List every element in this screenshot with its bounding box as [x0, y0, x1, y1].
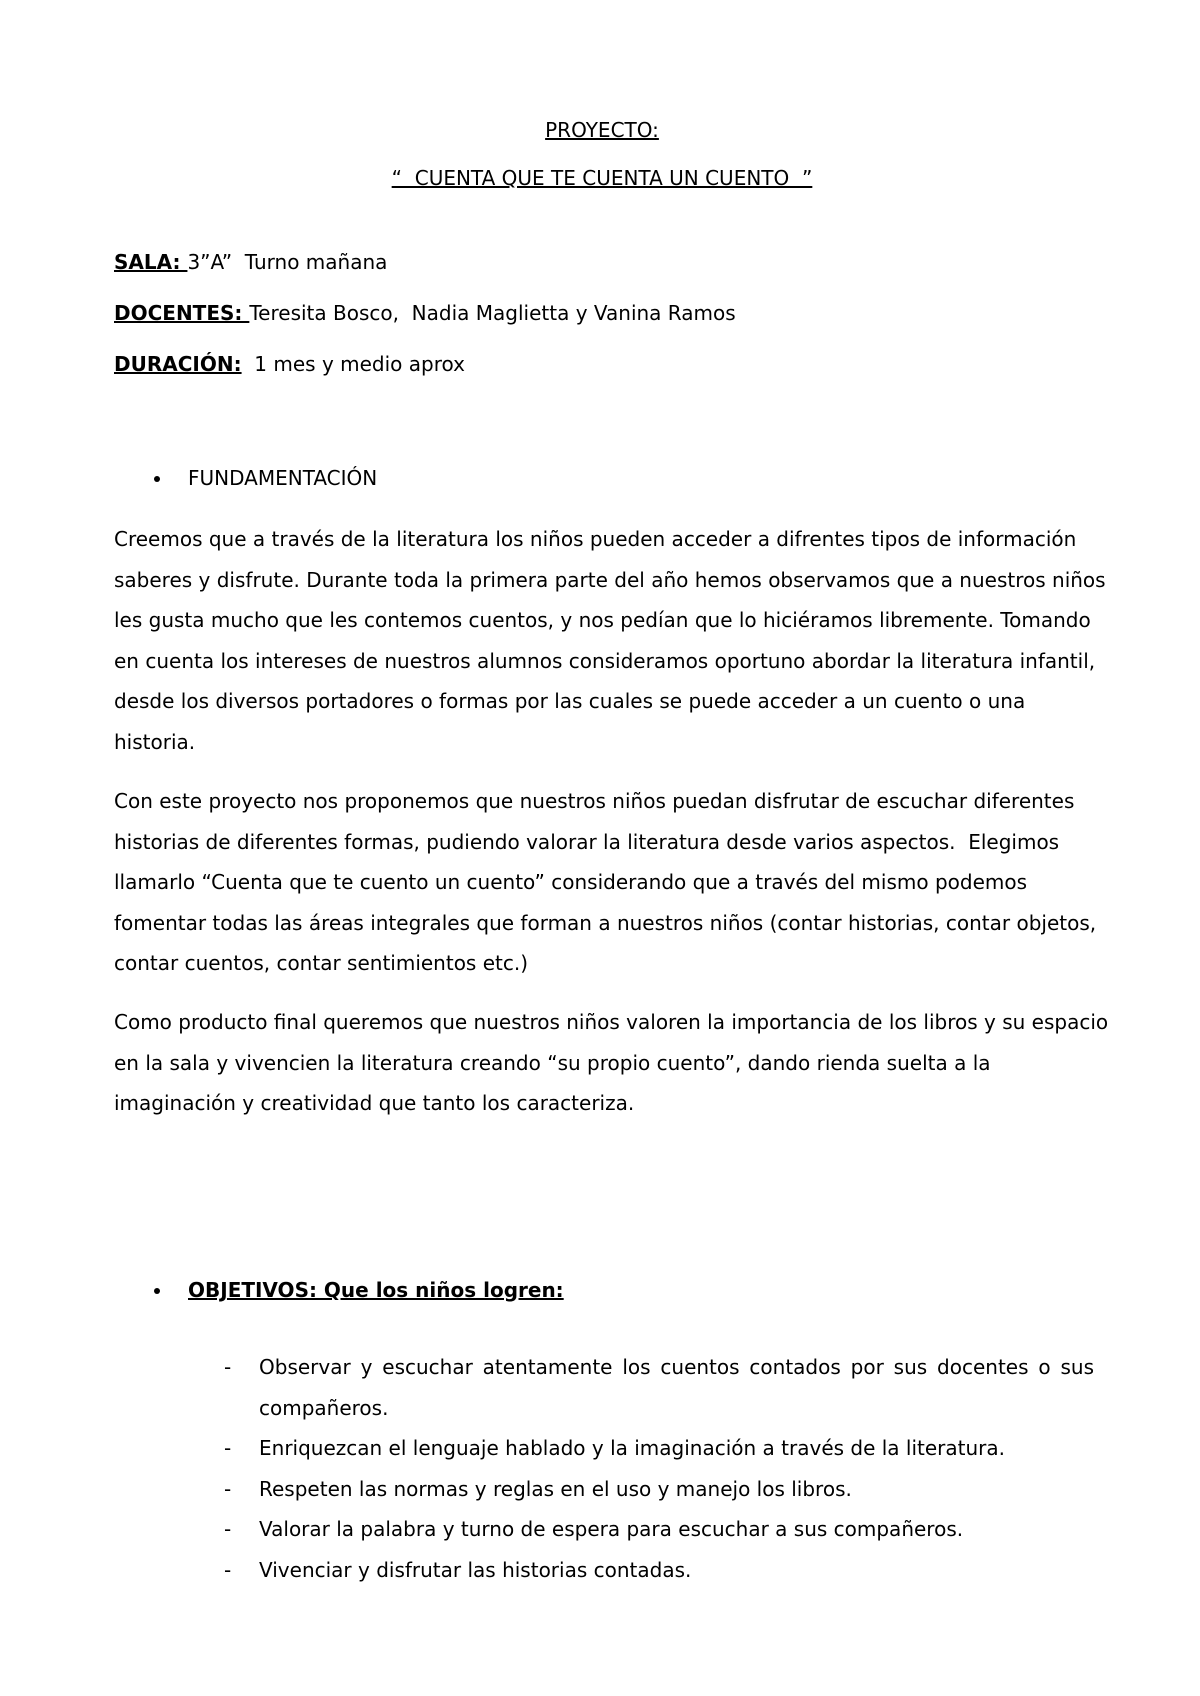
dash-marker: -	[224, 1355, 232, 1379]
paragraph-line: Con este proyecto nos proponemos que nuestros niños puedan disfrutar de escuchar diferentes	[114, 789, 1075, 813]
duracion-label: DURACIÓN:	[114, 352, 242, 376]
fundamentacion-paragraph-2	[114, 781, 1097, 984]
paragraph-line: imaginación y creatividad que tanto los caracteriza.	[114, 1091, 635, 1115]
dash-marker: -	[224, 1517, 232, 1541]
list-item	[224, 1428, 1094, 1469]
fundamentacion-paragraph-3	[114, 1002, 1109, 1124]
list-item-text: Valorar la palabra y turno de espera para escuchar a sus compañeros.	[259, 1517, 964, 1541]
paragraph-line: en cuenta los intereses de nuestros alumnos consideramos oportuno abordar la literatura infantil,	[114, 648, 1096, 673]
docentes-value: Teresita Bosco, Nadia Maglietta y Vanina Ramos	[249, 301, 736, 325]
sala-label: SALA:	[114, 250, 188, 274]
list-item	[224, 1509, 1094, 1550]
document-subtitle: “ CUENTA QUE TE CUENTA UN CUENTO ”	[391, 166, 813, 190]
paragraph-line: saberes y disfrute. Durante toda la primera parte del año hemos observamos que a nuestros niños	[114, 567, 1106, 592]
docentes-field	[114, 301, 736, 325]
duracion-field	[114, 352, 465, 376]
dash-marker: -	[224, 1436, 232, 1460]
paragraph-line: llamarlo “Cuenta que te cuento un cuento” considerando que a través del mismo podemos	[114, 870, 1028, 894]
list-item-text: Observar y escuchar atentamente los cuentos contados por sus docentes o sus compañeros.	[259, 1355, 1094, 1420]
list-item-text: Enriquezcan el lenguaje hablado y la imaginación a través de la literatura.	[259, 1436, 1006, 1460]
list-item-text: Vivenciar y disfrutar las historias contadas.	[259, 1557, 692, 1582]
duracion-value: 1 mes y medio aprox	[241, 352, 465, 376]
paragraph-line: les gusta mucho que les contemos cuentos, y nos pedían que lo hiciéramos libremente. Tomando	[114, 608, 1091, 632]
objetivos-list	[224, 1347, 1094, 1590]
document-title: PROYECTO:	[545, 118, 659, 142]
paragraph-line: contar cuentos, contar sentimientos etc.)	[114, 951, 529, 975]
objetivos-heading-text: OBJETIVOS: Que los niños logren:	[188, 1278, 564, 1302]
list-item	[224, 1550, 1094, 1591]
paragraph-line: en la sala y vivencien la literatura creando “su propio cuento”, dando rienda suelta a la	[114, 1050, 991, 1075]
list-item	[224, 1347, 1094, 1428]
list-item	[224, 1469, 1094, 1510]
sala-field	[114, 250, 387, 274]
paragraph-line: Creemos que a través de la literatura los niños pueden acceder a difrentes tipos de información	[114, 527, 1077, 551]
paragraph-line: desde los diversos portadores o formas por las cuales se puede acceder a un cuento o una	[114, 689, 1026, 713]
fundamentacion-paragraph-1	[114, 519, 1106, 762]
dash-marker: -	[224, 1557, 232, 1582]
paragraph-line: historia.	[114, 729, 196, 754]
sala-value: 3”A” Turno mañana	[187, 250, 388, 274]
fundamentacion-heading-text: FUNDAMENTACIÓN	[188, 466, 378, 490]
docentes-label: DOCENTES:	[114, 301, 250, 325]
paragraph-line: historias de diferentes formas, pudiendo valorar la literatura desde varios aspectos. Elegimos	[114, 829, 1060, 854]
list-item-text: Respeten las normas y reglas en el uso y manejo los libros.	[259, 1476, 852, 1501]
paragraph-line: Como producto final queremos que nuestros niños valoren la importancia de los libros y su espacio	[114, 1010, 1109, 1034]
paragraph-line: fomentar todas las áreas integrales que forman a nuestros niños (contar historias, contar objetos,	[114, 910, 1097, 935]
dash-marker: -	[224, 1476, 232, 1501]
